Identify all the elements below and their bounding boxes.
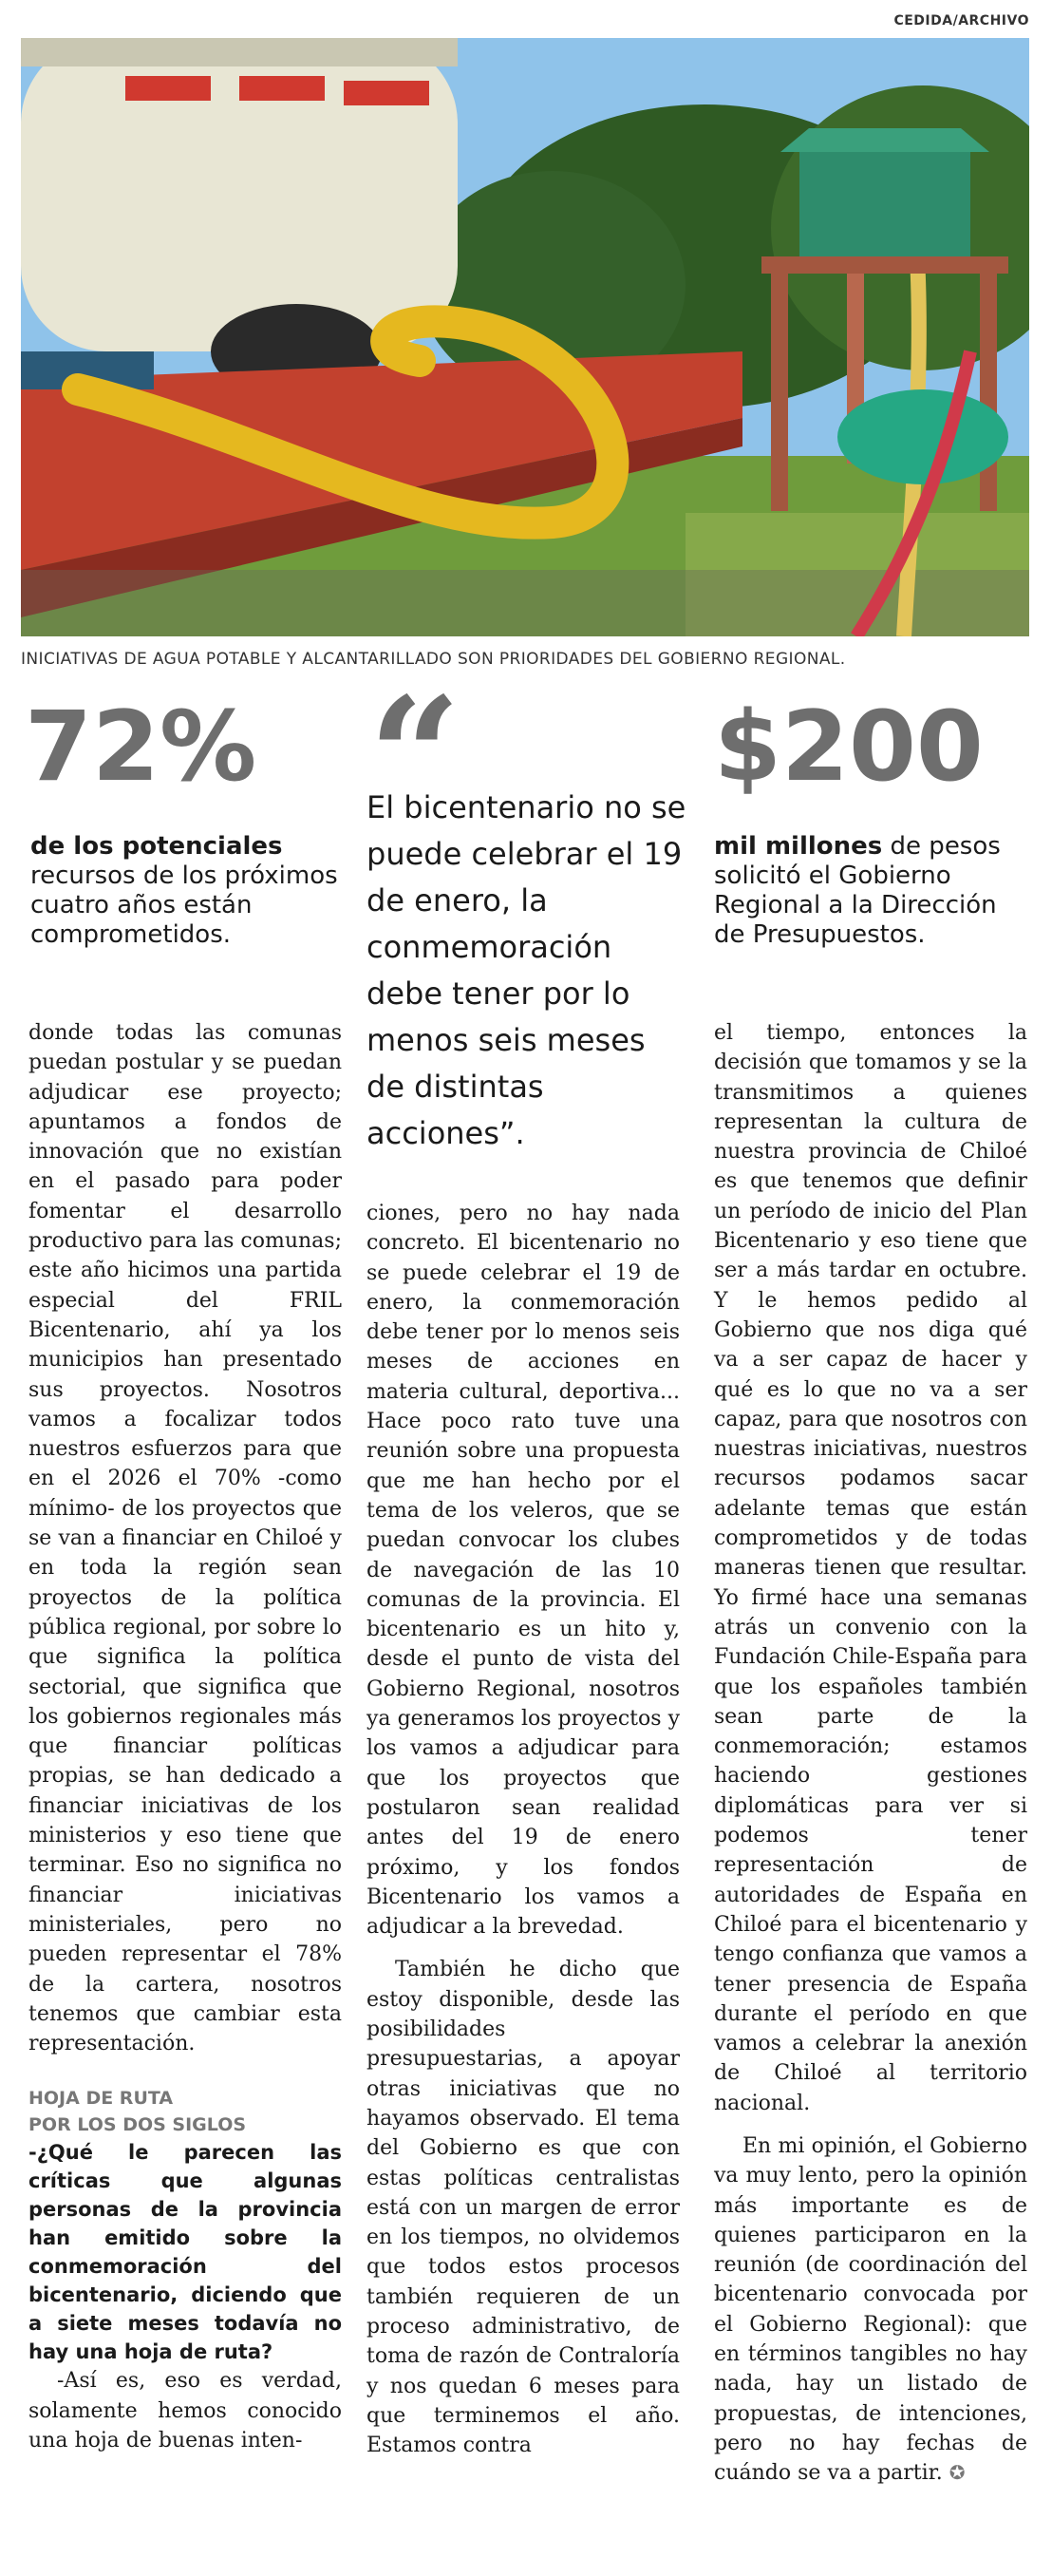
col3-paragraph-2 [714,2131,1027,2489]
stat-right-body: de pesos solicitó el Gobierno Regional a la Dirección de Presupuestos. [714,832,1001,949]
col2-paragraph-2: También he dicho que estoy disponible, desde las posibilidades presupuestarias, a apoyar otras iniciativas que no hayamos observado. El tema del Gobierno es que con estas políticas centralistas está con un margen de error en los tiempos, no olvidemos que todos estos procesos también requieren de un proceso administrativo, de toma de razón de Contraloría y nos quedan 6 meses para que terminemos el año. Estamos contra [366,1958,680,2458]
column-1 [28,1018,342,2455]
stat-left-body: recursos de los próximos cuatro años están comprometidos. [30,862,338,949]
photo-credit: CEDIDA/ARCHIVO [893,13,1029,28]
column-3 [714,1018,1027,2489]
stat-right-number: $200 [714,691,984,804]
stat-right-text [714,832,1027,950]
column-2 [366,1199,680,2460]
stat-right-bold: mil millones [714,832,883,861]
subhead-line-2: POR LOS DOS SIGLOS [28,2114,247,2136]
col1-paragraph-1: donde todas las comunas puedan postular y se puedan adjudicar ese proyecto; apuntamos a fondos de innovación que no existían en el pasado para poder fomentar el desarrollo productivo para las comunas; este año hicimos una partida especial del FRIL Bicentenario, ahí ya los municipios han presentado sus proyectos. Nosotros vamos a focalizar todos nuestros esfuerzos para que en el 2026 el 70% -como mínimo- de los proyectos que se van a financiar en Chiloé y en toda la región sean proyectos de la política pública regional, por sobre lo que significa la política sectorial, que significa que los gobiernos regionales más que financiar políticas propias, se han dedicado a financiar iniciativas de los ministerios y eso tiene que terminar. Eso no significa no financiar iniciativas ministeriales, pero no pueden representar el 78% de la cartera, nosotros tenemos que cambiar esta representación. [28,1021,342,2056]
photo-caption: INICIATIVAS DE AGUA POTABLE Y ALCANTARILLADO SON PRIORIDADES DEL GOBIERNO REGIONAL. [21,650,846,669]
col3-paragraph-1: el tiempo, entonces la decisión que tomamos y se la transmitimos a quienes representan la cultura de nuestra provincia de Chiloé es que tenemos que definir un período de inicio del Plan Bicentenario y eso tiene que ser a más tardar en octubre. Y le hemos pedido al Gobierno que nos diga qué va a ser capaz de hacer y qué es lo que no va a ser capaz, para que nosotros con nuestras iniciativas, nuestros recursos podamos sacar adelante temas que están comprometidos y de todas maneras tienen que resultar. Yo firmé hace una semanas atrás un convenio con la Fundación Chile-España para que los españoles también sean parte de la conmemoración; estamos haciendo gestiones diplomáticas para ver si podemos tener representación de autoridades de España en Chiloé para el bicentenario y tengo confianza que vamos a tener presencia de España durante el período en que vamos a celebrar la anexión de Chiloé al territorio nacional. [714,1021,1027,2115]
quote-mark: “ [368,662,461,852]
pull-quote: El bicentenario no se puede celebrar el 19 de enero, la conmemoración debe tener por lo menos seis meses de distintas acciones”. [366,789,686,1151]
col1-paragraph-2: -Así es, eso es verdad, solamente hemos conocido una hoja de buenas inten- [28,2369,342,2453]
interview-question: -¿Qué le parecen las críticas que algunas personas de la provincia han emitido sobre la conmemoración del bicentenario, diciendo que a siete meses todavía no hay una hoja de ruta? [28,2141,342,2364]
col2-paragraph-1: ciones, pero no hay nada concreto. El bicentenario no se puede celebrar el 19 de enero, la conmemoración debe tener por lo menos seis meses de acciones en materia cultural, deportiva... Hace poco rato tuve una reunión sobre una propuesta que me han hecho por el tema de los veleros, que se puedan convocar los clubes de navegación de las 10 comunas de la provincia. El bicentenario es un hito y, desde el punto de vista del Gobierno Regional, nosotros ya generamos los proyectos y los vamos a adjudicar para que los proyectos que postularon sean realidad antes del 19 de enero próximo, y los fondos Bicentenario los vamos a adjudicar a la brevedad. [366,1202,680,1940]
stat-left-number: 72% [25,691,257,804]
end-of-article-icon: ✪ [949,2461,966,2485]
stat-left-bold: de los potenciales [30,832,283,861]
stat-left-text [30,832,344,950]
col3-paragraph-2-text: En mi opinión, el Gobierno va muy lento, pero la opinión más importante es de quienes participaron en la reunión (de coordinación del bicentenario convocada por el Gobierno Regional): que en términos tangibles no hay nada, hay un listado de propuestas, de intenciones, pero no hay fechas de cuándo se va a partir. [714,2133,1027,2486]
subhead-line-1: HOJA DE RUTA [28,2088,174,2110]
water-truck-photo [21,38,1029,636]
article-photo [21,38,1029,636]
